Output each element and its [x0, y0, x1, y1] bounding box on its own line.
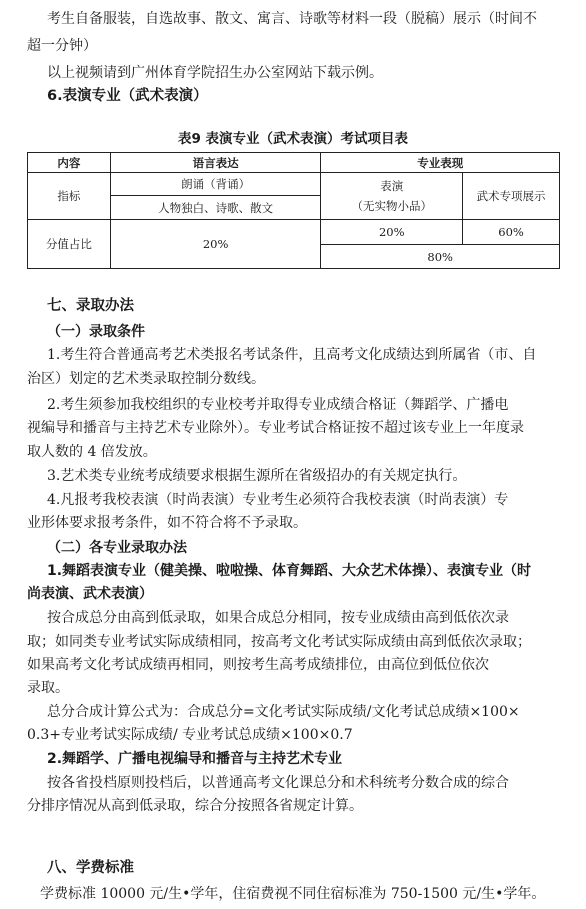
intro-line-1: 考生自备服装，自选故事、散文、寓言、诗歌等材料一段（脱稿）展示（时间不 — [47, 11, 537, 27]
method-1-para-line-1: 按合成总分由高到低录取，如果合成总分相同，按专业成绩由高到低依次录 — [47, 610, 509, 626]
table-caption: 表9 表演专业（武术表演）考试项目表 — [177, 131, 409, 147]
perform-sub-label: （无实物小品） — [351, 199, 433, 213]
intro-line-3: 以上视频请到广州体育学院招生办公室网站下载示例。 — [47, 65, 383, 81]
formula-line-2: 0.3+专业考试实际成绩/ 专业考试总成绩×100×0.7 — [27, 727, 353, 743]
row-indicator-label: 指标 — [28, 173, 111, 220]
condition-1-line-2: 治区）划定的艺术类录取控制分数线。 — [27, 371, 265, 387]
condition-4-line-1: 4.凡报考我校表演（时尚表演）专业考生必须符合我校表演（时尚表演）专 — [47, 492, 509, 508]
section-6-title: 6.表演专业（武术表演） — [47, 88, 208, 104]
condition-2-line-1: 2.考生须参加我校组织的专业校考并取得专业成绩合格证（舞蹈学、广播电 — [47, 397, 509, 413]
cell-wushu: 武术专项展示 — [463, 173, 560, 220]
method-2-para-line-2: 分排序情况从高到低录取，综合分按照各省规定计算。 — [27, 798, 363, 814]
header-performance: 专业表现 — [321, 153, 560, 173]
perform-label: 表演 — [380, 179, 404, 193]
method-1-para-line-2: 取；如同类专业考试实际成绩相同，按高考文化考试实际成绩由高到低依次录取； — [27, 634, 531, 650]
header-content: 内容 — [28, 153, 111, 173]
section-7-title: 七、录取办法 — [47, 298, 134, 314]
intro-line-2: 超一分钟） — [27, 38, 97, 54]
cell-pct-wushu: 60% — [463, 220, 560, 245]
method-1-para-line-4: 录取。 — [27, 680, 69, 696]
method-1-title-line-1: 1.舞蹈表演专业（健美操、啦啦操、体育舞蹈、大众艺术体操）、表演专业（时 — [47, 563, 532, 579]
condition-3: 3.艺术类专业统考成绩要求根据生源所在省级招办的有关规定执行。 — [47, 468, 467, 484]
method-2-title: 2.舞蹈学、广播电视编导和播音与主持艺术专业 — [47, 751, 343, 767]
subsection-admission-methods: （二）各专业录取办法 — [47, 540, 187, 556]
method-1-para-line-3: 如果高考文化考试成绩再相同，则按考生高考成绩排位，由高位到低位依次 — [27, 657, 489, 673]
condition-4-line-2: 业形体要求报考条件，如不符合将不予录取。 — [27, 515, 307, 531]
condition-2-line-3: 取人数的 4 倍发放。 — [27, 444, 157, 460]
subsection-admission-conditions: （一）录取条件 — [47, 324, 145, 340]
cell-recite: 朗诵（背诵） — [110, 173, 321, 196]
formula-line-1: 总分合成计算公式为：合成总分=文化考试实际成绩/文化考试总成绩×100× — [47, 704, 520, 720]
cell-perform — [321, 173, 463, 220]
cell-pct-language: 20% — [110, 220, 321, 269]
condition-2-line-2: 视编导和播音与主持艺术专业除外）。专业考试合格证按不超过该专业上一年度录 — [27, 420, 524, 436]
row-ratio-label: 分值占比 — [28, 220, 111, 269]
tuition-fee-line: 学费标准 10000 元/生•学年，住宿费视不同住宿标准为 750-1500 元/生•学年。 — [40, 886, 546, 902]
method-2-para-line-1: 按各省投档原则投档后，以普通高考文化课总分和术科统考分数合成的综合 — [47, 775, 509, 791]
header-language: 语言表达 — [110, 153, 321, 173]
method-1-title-line-2: 尚表演、武术表演） — [27, 586, 153, 602]
condition-1-line-1: 1.考生符合普通高考艺术类报名考试条件，且高考文化成绩达到所属省（市、自 — [47, 347, 537, 363]
cell-pct-perform: 20% — [321, 220, 463, 245]
cell-monologue: 人物独白、诗歌、散文 — [110, 196, 321, 220]
section-8-title: 八、学费标准 — [47, 860, 134, 876]
exam-items-table — [27, 152, 560, 269]
cell-pct-total: 80% — [321, 245, 560, 269]
